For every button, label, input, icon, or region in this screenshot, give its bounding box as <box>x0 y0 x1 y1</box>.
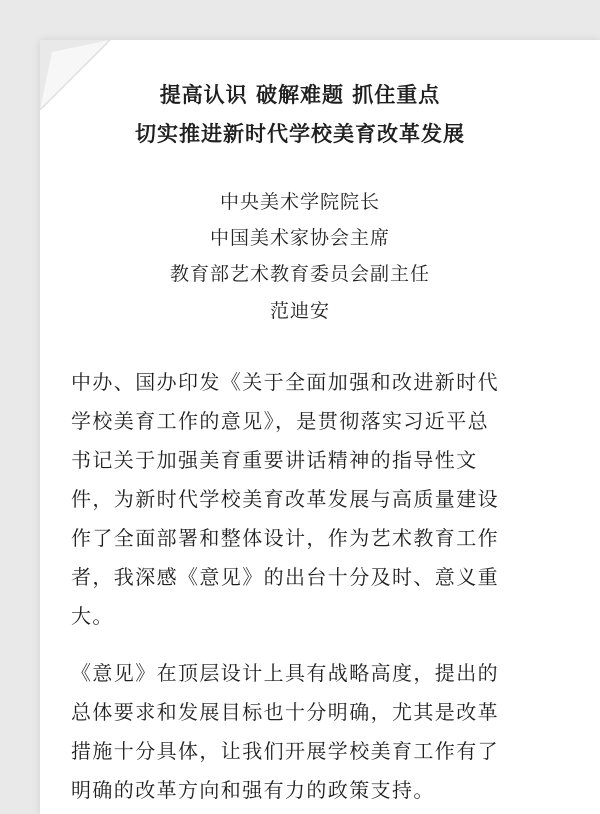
author-name: 范迪安 <box>269 300 330 322</box>
paragraph-line: 措施十分具体，让我们开展学校美育工作有了 <box>71 739 499 763</box>
paragraph-line: 明确的改革方向和强有力的政策支持。 <box>71 778 435 802</box>
paragraph-line: 作了全面部署和整体设计，作为艺术教育工作 <box>71 526 499 550</box>
paragraph-line: 大。 <box>71 604 114 628</box>
author-position-1: 中央美术学院院长 <box>219 191 380 213</box>
paragraph-line: 书记关于加强美育重要讲话精神的指导性文 <box>71 448 478 472</box>
paragraph-1 <box>71 363 531 636</box>
paragraph-2 <box>71 654 531 810</box>
author-position-3: 教育部艺术教育委员会副主任 <box>169 263 430 285</box>
title-line-1: 提高认识 破解难题 抓住重点 <box>159 83 441 107</box>
paragraph-line: 总体要求和发展目标也十分明确，尤其是改革 <box>71 700 499 724</box>
paragraph-line: 学校美育工作的意见》，是贯彻落实习近平总 <box>71 409 489 433</box>
title-line-2: 切实推进新时代学校美育改革发展 <box>135 122 465 146</box>
author-position-2: 中国美术家协会主席 <box>209 227 390 249</box>
paragraph-line: 件，为新时代学校美育改革发展与高质量建设 <box>71 487 499 511</box>
paragraph-line: 《意见》在顶层设计上具有战略高度，提出的 <box>71 661 499 685</box>
paragraph-line: 中办、国办印发《关于全面加强和改进新时代 <box>71 370 499 394</box>
paragraph-line: 者，我深感《意见》的出台十分及时、意义重 <box>71 565 499 589</box>
